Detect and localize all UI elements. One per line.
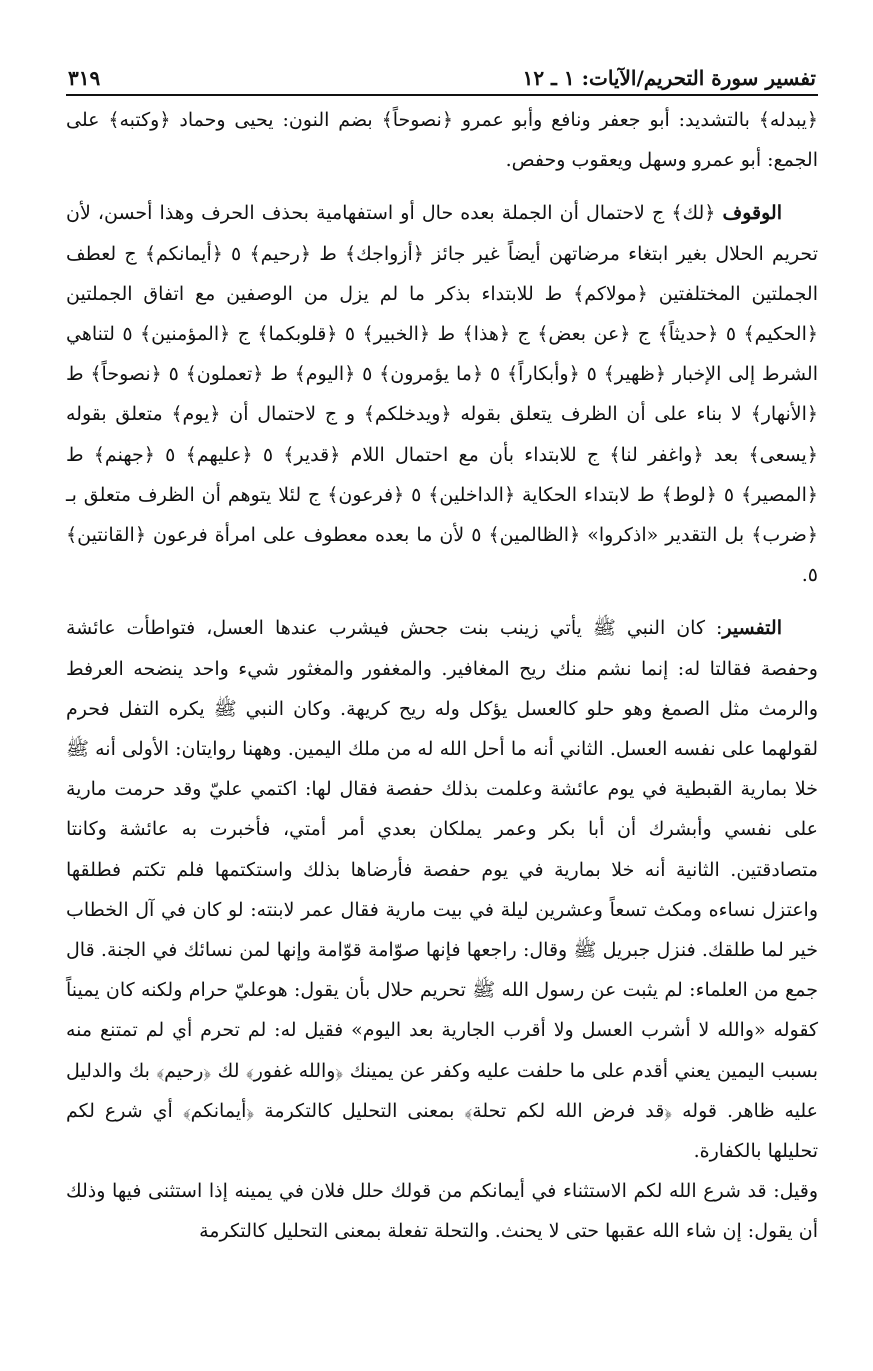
qiraat-text: ﴿يبدله﴾ بالتشديد: أبو جعفر ونافع وأبو عمرو ﴿نصوحاً﴾ بضم النون: يحيى وحماد ﴿وكتبه﴾ على الجمع: أبو عمرو وسهل ويعقوب وحفص.: [66, 109, 818, 172]
page-number: ٣١٩: [68, 66, 101, 90]
tafsir-paragraph: [66, 608, 818, 1171]
book-page: [66, 50, 818, 1252]
tafsir-text: : كان النبي ﷺ يأتي زينب بنت جحش فيشرب عندها العسل، فتواطأت عائشة وحفصة فقالتا له: إنما نشم منك ريح المغافير. والمغفور والمغثور شيء واحد ينضحه العرفط والرمث مثل الصمغ وهو حلو كالعسل يؤكل وله ريح كريهة. وكان النبي ﷺ يكره التفل فحرم لقولهما على نفسه العسل. الثاني أنه ما أحل الله له من ملك اليمين. وههنا روايتان: الأولى أنه ﷺ خلا بمارية القبطية في يوم عائشة وعلمت بذلك حفصة فقال لها: اكتمي عليّ وقد حرمت مارية على نفسي وأبشرك أن أبا بكر وعمر يملكان بعدي أمر أمتي، فأخبرت به عائشة وكانتا متصادقتين. الثانية أنه خلا بمارية في يوم حفصة فأرضاها بذلك واستكتمها فلم تكتم فطلقها واعتزل نساءه ومكث تسعاً وعشرين ليلة في بيت مارية فقال عمر لابنته: لو كان في آل الخطاب خير لما طلقك. فنزل جبريل ﷺ وقال: راجعها فإنها صوّامة قوّامة وإنها لمن نسائك في الجنة. قال جمع من العلماء: لم يثبت عن رسول الله ﷺ تحريم حلال بأن يقول: هوعليّ حرام ولكنه كان يميناً كقوله «والله لا أشرب العسل ولا أقرب الجارية بعد اليوم» فقيل له: لم تحرم أي لم تمتنع منه بسبب اليمين يعني أقدم على ما حلفت عليه وكفر عن يمينك ﴿والله غفور﴾ لك ﴿رحيم﴾ بك والدليل عليه ظاهر. قوله ﴿قد فرض الله لكم تحلة﴾ بمعنى التحليل كالتكرمة ﴿أيمانكم﴾ أي شرع لكم تحليلها بالكفارة.: [66, 617, 818, 1163]
page-header: [66, 50, 818, 90]
header-rule: [66, 94, 818, 96]
qila-paragraph: [66, 1171, 818, 1251]
wuquf-paragraph: [66, 193, 818, 595]
qiraat-paragraph: [66, 100, 818, 180]
tafsir-label: التفسير: [722, 617, 782, 640]
running-title: تفسير سورة التحريم/الآيات: ١ ـ ١٢: [522, 66, 816, 90]
qila-text: وقيل: قد شرع الله لكم الاستثناء في أيمانكم من قولك حلل فلان في يمينه إذا استثنى فيها وذلك أن يقول: إن شاء الله عقبها حتى لا يحنث. والتحلة تفعلة بمعنى التحليل كالتكرمة: [66, 1180, 818, 1243]
wuquf-text: ﴿لك﴾ ج لاحتمال أن الجملة بعده حال أو استفهامية بحذف الحرف وهذا أحسن، لأن تحريم الحلال بغير ابتغاء مرضاتهن أيضاً غير جائز ﴿أزواجك﴾ ط ﴿رحيم﴾ ٥ ﴿أيمانكم﴾ ج لعطف الجملتين المختلفتين ﴿مولاكم﴾ ط للابتداء بذكر ما لم يزل من الوصفين مع اتفاق الجملتين ﴿الحكيم﴾ ٥ ﴿حديثاً﴾ ج ﴿عن بعض﴾ ج ﴿هذا﴾ ط ﴿الخبير﴾ ٥ ﴿قلوبكما﴾ ج ﴿المؤمنين﴾ ٥ لتناهي الشرط إلى الإخبار ﴿ظهير﴾ ٥ ﴿وأبكاراً﴾ ٥ ﴿ما يؤمرون﴾ ٥ ﴿اليوم﴾ ط ﴿تعملون﴾ ٥ ﴿نصوحاً﴾ ط ﴿الأنهار﴾ لا بناء على أن الظرف يتعلق بقوله ﴿ويدخلكم﴾ و ج لاحتمال أن ﴿يوم﴾ متعلق بقوله ﴿يسعى﴾ بعد ﴿واغفر لنا﴾ ج للابتداء بأن مع احتمال اللام ﴿قدير﴾ ٥ ﴿عليهم﴾ ٥ ﴿جهنم﴾ ط ﴿المصير﴾ ٥ ﴿لوط﴾ ط لابتداء الحكاية ﴿الداخلين﴾ ٥ ﴿فرعون﴾ ج لئلا يتوهم أن الظرف متعلق بـ ﴿ضرب﴾ بل التقدير «اذكروا» ﴿الظالمين﴾ ٥ لأن ما بعده معطوف على امرأة فرعون ﴿القانتين﴾ ٥.: [66, 202, 819, 587]
wuquf-label: الوقوف: [722, 202, 782, 225]
